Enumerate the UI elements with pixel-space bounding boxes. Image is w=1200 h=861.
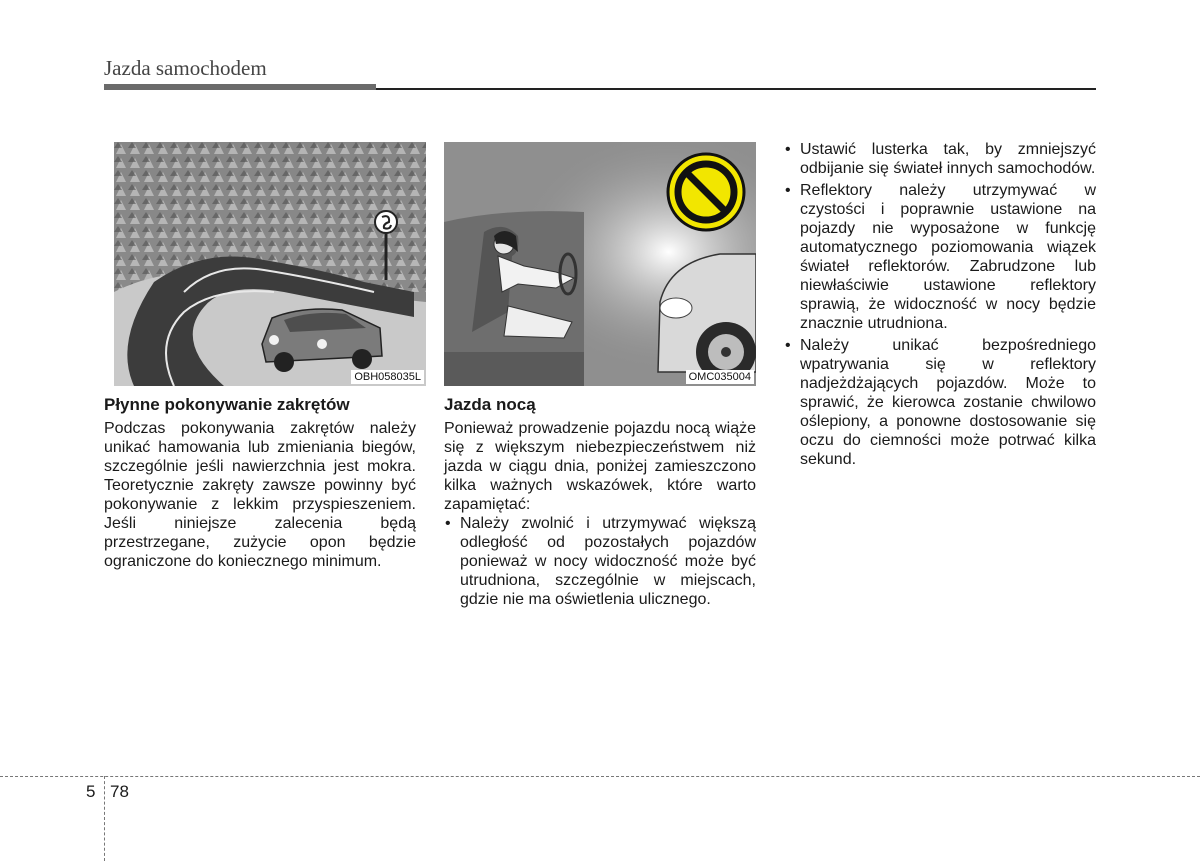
figure-curved-road: [114, 142, 426, 386]
page-header-title: Jazda samochodem: [104, 56, 267, 80]
figure-code-label: OMC035004: [686, 370, 754, 384]
bullet-item: • Ustawić lusterka tak, by zmniejszyć odbijanie się świateł innych samochodów.: [784, 140, 1096, 178]
section-intro: Ponieważ prowadzenie pojazdu nocą wiąże się z większym niebezpieczeństwem niż jazda w ciągu dnia, poniżej zamieszczono kilka ważnych wskazówek, które warto zapamiętać:: [444, 420, 756, 513]
section-night-driving: [444, 394, 756, 612]
figure-code-label: OBH058035L: [351, 370, 424, 384]
header-rule-thick: [104, 84, 376, 90]
footer-divider: [0, 776, 1200, 777]
section-smooth-cornering: [104, 394, 416, 571]
section-heading: Jazda nocą: [444, 395, 536, 414]
bullet-item: • Należy zwolnić i utrzymywać większą odległość od pozostałych pojazdów ponieważ w nocy widoczność może być utrudniona, szczególnie w miejscach, gdzie nie ma oświetlenia ulicznego.: [444, 514, 756, 609]
bullet-item: • Należy unikać bezpośredniego wpatrywania się w reflektory nadjeżdżających pojazdów. Może to sprawić, że kierowca zostanie chwilowo oślepiony, a ponowne dostosowanie się oczu do ciemności może potrwać kilka sekund.: [784, 336, 1096, 469]
chapter-number: 5: [86, 782, 96, 801]
bullet-list: [784, 140, 1096, 469]
bullet-list: [444, 514, 756, 609]
section-heading: Płynne pokonywanie zakrętów: [104, 395, 350, 414]
driver-dazzled-by-headlights-illustration: [444, 142, 756, 386]
header-rule-thin: [376, 88, 1096, 90]
page-number: 78: [110, 782, 129, 801]
bullet-item: • Reflektory należy utrzymywać w czystości i poprawnie ustawione na pojazdy nie wyposażone w funkcję automatycznego poziomowania wiązek świateł reflektorów. Zabrudzone lub niewłaściwie ustawione reflektory sprawią, że widoczność w nocy będzie znacznie utrudniona.: [784, 181, 1096, 333]
footer-vertical-divider: [104, 776, 105, 861]
section-night-driving-continued: [784, 140, 1096, 472]
prohibition-sign-icon: [668, 154, 744, 230]
car-on-curved-snowy-road-illustration: [114, 142, 426, 386]
figure-night-driving: [444, 142, 756, 386]
section-body: Podczas pokonywania zakrętów należy unikać hamowania lub zmieniania biegów, szczególnie jeśli nawierzchnia jest mokra. Teoretycznie zakręty zawsze powinny być pokonywanie z lekkim przyspieszeniem. Jeśli niniejsze zalecenia będą przestrzegane, zużycie opon będzie ograniczone do koniecznego minimum.: [104, 420, 416, 570]
